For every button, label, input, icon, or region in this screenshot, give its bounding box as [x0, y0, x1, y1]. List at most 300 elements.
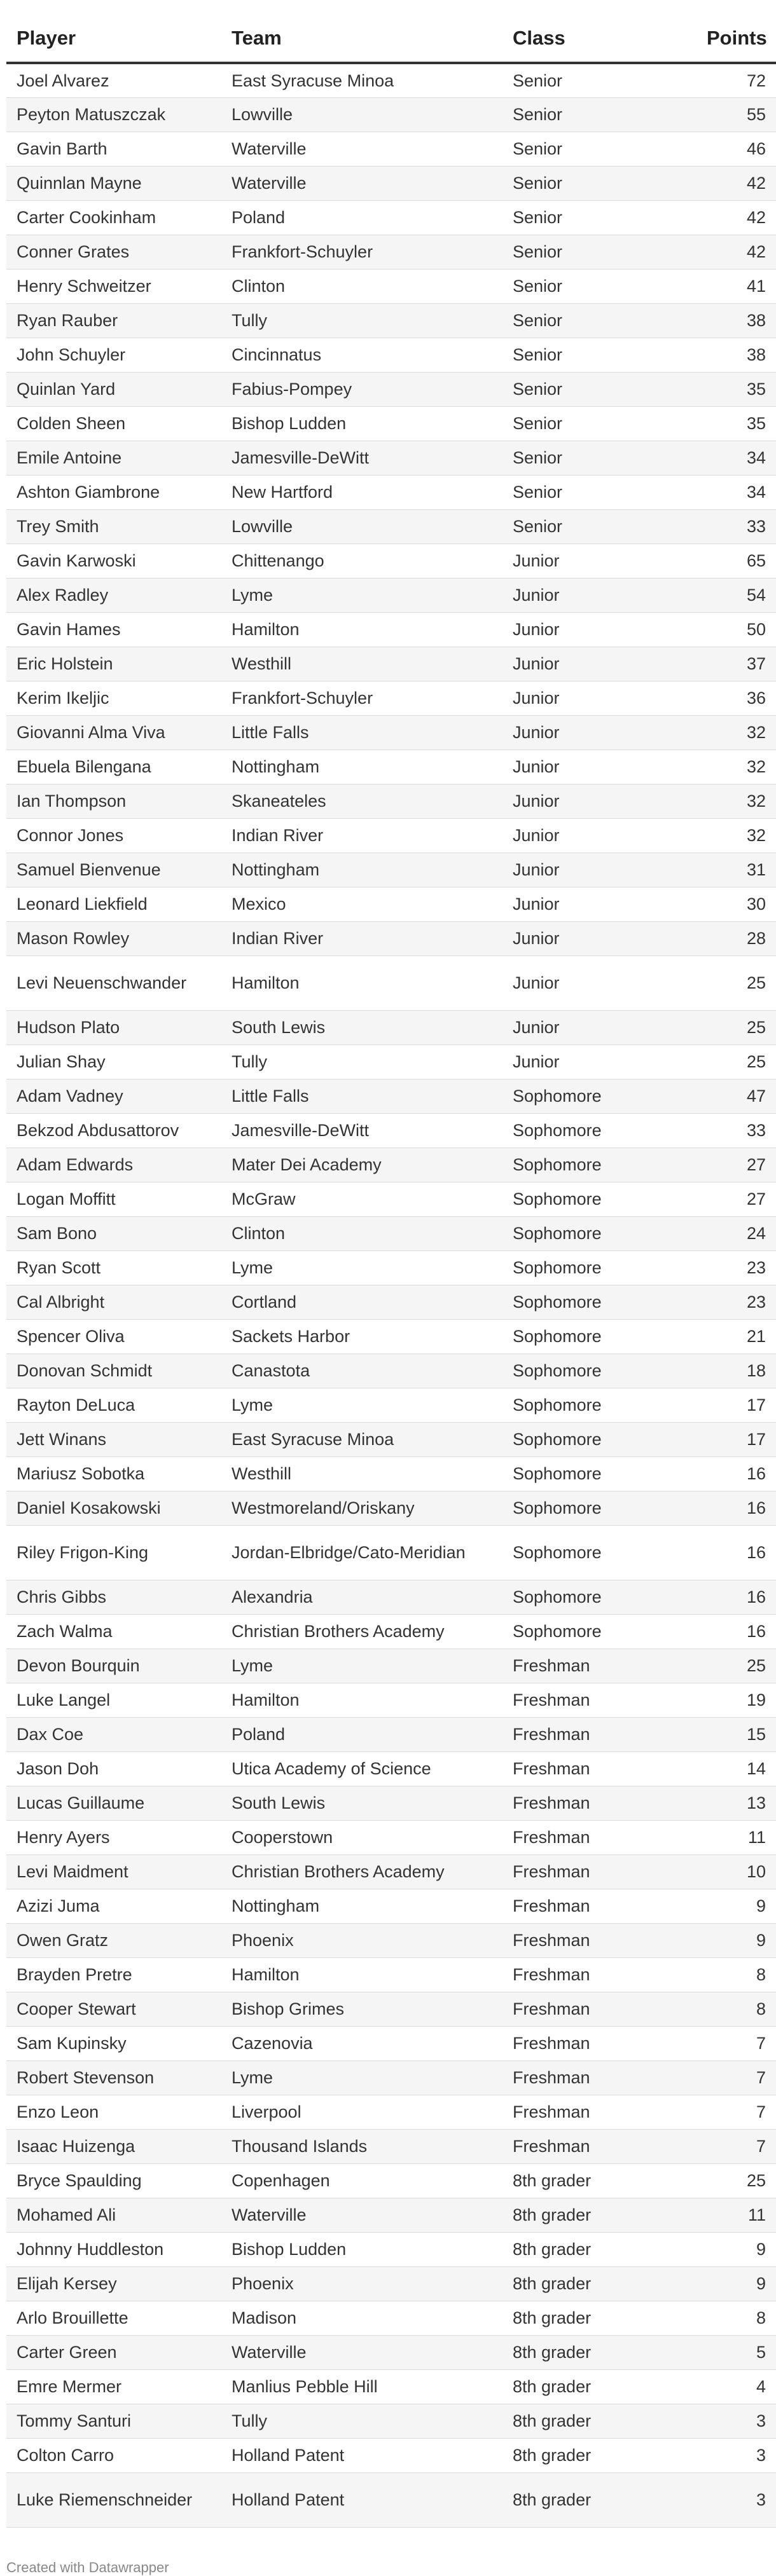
cell-team: Christian Brothers Academy [221, 1614, 502, 1648]
cell-class: Junior [502, 1045, 696, 1079]
table-row [6, 1491, 776, 1525]
cell-player: Brayden Pretre [6, 1957, 221, 1992]
cell-points: 35 [696, 406, 776, 441]
cell-player: Levi Neuenschwander [6, 956, 221, 1010]
table-row [6, 818, 776, 853]
cell-points: 5 [696, 2335, 776, 2369]
cell-player: Connor Jones [6, 818, 221, 853]
cell-player: Carter Cookinham [6, 200, 221, 235]
cell-team: Nottingham [221, 750, 502, 784]
table-row [6, 784, 776, 818]
table-body [6, 63, 776, 2527]
cell-class: Sophomore [502, 1148, 696, 1182]
table-row [6, 2026, 776, 2060]
cell-player: Johnny Huddleston [6, 2232, 221, 2266]
cell-points: 25 [696, 1045, 776, 1079]
cell-points: 16 [696, 1525, 776, 1580]
cell-player: Ryan Scott [6, 1250, 221, 1285]
cell-player: Spencer Oliva [6, 1319, 221, 1353]
cell-player: Giovanni Alma Viva [6, 715, 221, 750]
cell-player: Adam Vadney [6, 1079, 221, 1113]
table-row [6, 647, 776, 681]
cell-points: 13 [696, 1786, 776, 1820]
cell-class: Junior [502, 750, 696, 784]
cell-player: Quinlan Yard [6, 372, 221, 406]
cell-points: 65 [696, 544, 776, 578]
table-row [6, 1250, 776, 1285]
cell-points: 7 [696, 2060, 776, 2095]
table-header-row [6, 0, 776, 63]
cell-player: Leonard Liekfield [6, 887, 221, 921]
cell-points: 46 [696, 132, 776, 166]
cell-class: Senior [502, 200, 696, 235]
table-row [6, 2232, 776, 2266]
table-row [6, 544, 776, 578]
cell-player: Henry Schweitzer [6, 269, 221, 303]
cell-player: Mason Rowley [6, 921, 221, 956]
cell-points: 23 [696, 1250, 776, 1285]
cell-class: Freshman [502, 1751, 696, 1786]
cell-points: 50 [696, 612, 776, 647]
table-row [6, 200, 776, 235]
table-row [6, 132, 776, 166]
table-row [6, 2266, 776, 2301]
table-row [6, 681, 776, 715]
cell-team: Mater Dei Academy [221, 1148, 502, 1182]
header-points[interactable]: Points [696, 0, 776, 63]
cell-points: 37 [696, 647, 776, 681]
cell-team: Little Falls [221, 715, 502, 750]
cell-player: Colton Carro [6, 2438, 221, 2472]
cell-team: South Lewis [221, 1786, 502, 1820]
cell-player: Elijah Kersey [6, 2266, 221, 2301]
table-row [6, 1422, 776, 1456]
cell-class: Sophomore [502, 1182, 696, 1216]
header-class[interactable]: Class [502, 0, 696, 63]
table-row [6, 2163, 776, 2198]
cell-points: 18 [696, 1353, 776, 1388]
cell-class: Freshman [502, 1992, 696, 2026]
cell-points: 28 [696, 921, 776, 956]
cell-team: Cazenovia [221, 2026, 502, 2060]
cell-class: Junior [502, 612, 696, 647]
table-row [6, 2198, 776, 2232]
cell-points: 25 [696, 1010, 776, 1045]
cell-team: Lowville [221, 509, 502, 544]
cell-team: Hamilton [221, 1683, 502, 1717]
cell-player: Ashton Giambrone [6, 475, 221, 509]
cell-team: East Syracuse Minoa [221, 63, 502, 97]
cell-class: Senior [502, 269, 696, 303]
table-row [6, 2129, 776, 2163]
cell-class: Senior [502, 235, 696, 269]
cell-points: 41 [696, 269, 776, 303]
cell-player: Ryan Rauber [6, 303, 221, 338]
cell-player: Levi Maidment [6, 1854, 221, 1889]
table-row [6, 166, 776, 200]
cell-team: Canastota [221, 1353, 502, 1388]
cell-team: Phoenix [221, 1923, 502, 1957]
cell-points: 16 [696, 1614, 776, 1648]
table-row [6, 2438, 776, 2472]
cell-team: Cortland [221, 1285, 502, 1319]
cell-class: Freshman [502, 2060, 696, 2095]
cell-team: Little Falls [221, 1079, 502, 1113]
cell-team: Copenhagen [221, 2163, 502, 2198]
cell-team: Alexandria [221, 1580, 502, 1614]
cell-class: Freshman [502, 1889, 696, 1923]
cell-player: Hudson Plato [6, 1010, 221, 1045]
cell-points: 35 [696, 372, 776, 406]
cell-points: 17 [696, 1422, 776, 1456]
cell-team: Lyme [221, 1250, 502, 1285]
cell-points: 9 [696, 1923, 776, 1957]
cell-player: Julian Shay [6, 1045, 221, 1079]
cell-class: Sophomore [502, 1491, 696, 1525]
table-row [6, 303, 776, 338]
cell-team: Waterville [221, 2198, 502, 2232]
cell-class: 8th grader [502, 2369, 696, 2404]
cell-team: Lyme [221, 1648, 502, 1683]
cell-points: 36 [696, 681, 776, 715]
cell-player: Chris Gibbs [6, 1580, 221, 1614]
cell-points: 25 [696, 1648, 776, 1683]
cell-team: Jamesville-DeWitt [221, 441, 502, 475]
cell-team: Holland Patent [221, 2472, 502, 2527]
cell-class: Freshman [502, 2129, 696, 2163]
cell-player: Eric Holstein [6, 647, 221, 681]
table-row [6, 97, 776, 132]
cell-team: Nottingham [221, 853, 502, 887]
table-row [6, 1456, 776, 1491]
cell-points: 11 [696, 1820, 776, 1854]
cell-points: 3 [696, 2438, 776, 2472]
cell-team: Westmoreland/Oriskany [221, 1491, 502, 1525]
cell-player: Riley Frigon-King [6, 1525, 221, 1580]
cell-player: Isaac Huizenga [6, 2129, 221, 2163]
cell-player: Logan Moffitt [6, 1182, 221, 1216]
cell-team: Lowville [221, 97, 502, 132]
table-row [6, 63, 776, 97]
cell-team: Holland Patent [221, 2438, 502, 2472]
cell-player: Azizi Juma [6, 1889, 221, 1923]
cell-points: 30 [696, 887, 776, 921]
cell-team: Clinton [221, 1216, 502, 1250]
table-row [6, 2369, 776, 2404]
cell-class: 8th grader [502, 2404, 696, 2438]
cell-player: Cooper Stewart [6, 1992, 221, 2026]
table-row [6, 338, 776, 372]
cell-team: Cincinnatus [221, 338, 502, 372]
cell-player: John Schuyler [6, 338, 221, 372]
cell-class: Senior [502, 97, 696, 132]
cell-class: Junior [502, 715, 696, 750]
table-row [6, 1957, 776, 1992]
table-row [6, 853, 776, 887]
cell-team: Manlius Pebble Hill [221, 2369, 502, 2404]
cell-team: Frankfort-Schuyler [221, 681, 502, 715]
cell-team: Cooperstown [221, 1820, 502, 1854]
cell-points: 19 [696, 1683, 776, 1717]
cell-team: Phoenix [221, 2266, 502, 2301]
cell-points: 42 [696, 235, 776, 269]
table-row [6, 2095, 776, 2129]
cell-points: 32 [696, 784, 776, 818]
cell-class: Sophomore [502, 1079, 696, 1113]
cell-points: 9 [696, 1889, 776, 1923]
cell-team: Christian Brothers Academy [221, 1854, 502, 1889]
cell-points: 17 [696, 1388, 776, 1422]
cell-player: Bryce Spaulding [6, 2163, 221, 2198]
cell-points: 33 [696, 509, 776, 544]
cell-player: Samuel Bienvenue [6, 853, 221, 887]
table-row [6, 2404, 776, 2438]
cell-team: Hamilton [221, 956, 502, 1010]
cell-team: South Lewis [221, 1010, 502, 1045]
table-row [6, 1580, 776, 1614]
table-row [6, 1614, 776, 1648]
cell-class: Freshman [502, 1786, 696, 1820]
cell-points: 16 [696, 1456, 776, 1491]
cell-points: 31 [696, 853, 776, 887]
cell-player: Sam Kupinsky [6, 2026, 221, 2060]
cell-points: 7 [696, 2026, 776, 2060]
table-row [6, 1182, 776, 1216]
table-row [6, 1683, 776, 1717]
table-row [6, 509, 776, 544]
cell-player: Kerim Ikeljic [6, 681, 221, 715]
cell-points: 7 [696, 2129, 776, 2163]
cell-class: Sophomore [502, 1422, 696, 1456]
table-row [6, 1045, 776, 1079]
cell-player: Gavin Karwoski [6, 544, 221, 578]
cell-player: Conner Grates [6, 235, 221, 269]
cell-points: 8 [696, 1957, 776, 1992]
cell-player: Jett Winans [6, 1422, 221, 1456]
cell-player: Peyton Matuszczak [6, 97, 221, 132]
cell-team: Tully [221, 303, 502, 338]
cell-player: Sam Bono [6, 1216, 221, 1250]
cell-player: Daniel Kosakowski [6, 1491, 221, 1525]
cell-class: Junior [502, 784, 696, 818]
header-team[interactable]: Team [221, 0, 502, 63]
cell-points: 47 [696, 1079, 776, 1113]
cell-player: Lucas Guillaume [6, 1786, 221, 1820]
cell-player: Colden Sheen [6, 406, 221, 441]
cell-player: Trey Smith [6, 509, 221, 544]
cell-player: Dax Coe [6, 1717, 221, 1751]
cell-points: 23 [696, 1285, 776, 1319]
cell-points: 4 [696, 2369, 776, 2404]
cell-class: Sophomore [502, 1250, 696, 1285]
cell-player: Emile Antoine [6, 441, 221, 475]
cell-team: New Hartford [221, 475, 502, 509]
cell-class: 8th grader [502, 2163, 696, 2198]
cell-class: Senior [502, 475, 696, 509]
table-row [6, 1148, 776, 1182]
cell-player: Rayton DeLuca [6, 1388, 221, 1422]
cell-player: Emre Mermer [6, 2369, 221, 2404]
table-row [6, 2472, 776, 2527]
cell-class: Senior [502, 63, 696, 97]
cell-team: East Syracuse Minoa [221, 1422, 502, 1456]
cell-player: Joel Alvarez [6, 63, 221, 97]
cell-points: 8 [696, 2301, 776, 2335]
table-row [6, 441, 776, 475]
table-container [6, 0, 776, 2528]
cell-points: 34 [696, 441, 776, 475]
cell-player: Devon Bourquin [6, 1648, 221, 1683]
cell-team: Madison [221, 2301, 502, 2335]
cell-team: Poland [221, 1717, 502, 1751]
cell-player: Mohamed Ali [6, 2198, 221, 2232]
cell-class: Senior [502, 441, 696, 475]
cell-class: Sophomore [502, 1525, 696, 1580]
cell-team: Bishop Ludden [221, 2232, 502, 2266]
header-player[interactable]: Player [6, 0, 221, 63]
cell-team: Fabius-Pompey [221, 372, 502, 406]
cell-class: Junior [502, 921, 696, 956]
cell-points: 72 [696, 63, 776, 97]
cell-class: 8th grader [502, 2472, 696, 2527]
cell-class: Sophomore [502, 1614, 696, 1648]
cell-team: Lyme [221, 2060, 502, 2095]
cell-class: Freshman [502, 1923, 696, 1957]
table-row [6, 750, 776, 784]
cell-class: Freshman [502, 1648, 696, 1683]
cell-class: Junior [502, 578, 696, 612]
cell-points: 34 [696, 475, 776, 509]
cell-player: Carter Green [6, 2335, 221, 2369]
cell-team: Sackets Harbor [221, 1319, 502, 1353]
cell-team: Liverpool [221, 2095, 502, 2129]
table-row [6, 475, 776, 509]
cell-team: Thousand Islands [221, 2129, 502, 2163]
table-row [6, 1216, 776, 1250]
cell-points: 27 [696, 1182, 776, 1216]
cell-class: Sophomore [502, 1216, 696, 1250]
cell-class: Sophomore [502, 1388, 696, 1422]
cell-class: Junior [502, 647, 696, 681]
cell-points: 25 [696, 2163, 776, 2198]
table-row [6, 921, 776, 956]
cell-player: Cal Albright [6, 1285, 221, 1319]
cell-class: Junior [502, 1010, 696, 1045]
cell-team: Skaneateles [221, 784, 502, 818]
cell-class: Senior [502, 372, 696, 406]
cell-points: 27 [696, 1148, 776, 1182]
cell-player: Zach Walma [6, 1614, 221, 1648]
cell-points: 9 [696, 2266, 776, 2301]
table-row [6, 235, 776, 269]
cell-points: 9 [696, 2232, 776, 2266]
cell-class: Senior [502, 338, 696, 372]
cell-points: 7 [696, 2095, 776, 2129]
cell-team: Frankfort-Schuyler [221, 235, 502, 269]
cell-points: 11 [696, 2198, 776, 2232]
cell-class: Freshman [502, 1683, 696, 1717]
table-row [6, 1717, 776, 1751]
cell-player: Ebuela Bilengana [6, 750, 221, 784]
cell-points: 38 [696, 303, 776, 338]
cell-team: Tully [221, 2404, 502, 2438]
table-row [6, 1319, 776, 1353]
table-row [6, 1353, 776, 1388]
cell-team: Indian River [221, 818, 502, 853]
cell-team: Bishop Grimes [221, 1992, 502, 2026]
cell-player: Adam Edwards [6, 1148, 221, 1182]
table-row [6, 1889, 776, 1923]
cell-team: Utica Academy of Science [221, 1751, 502, 1786]
table-row [6, 406, 776, 441]
table-row [6, 578, 776, 612]
cell-points: 32 [696, 750, 776, 784]
cell-class: Freshman [502, 1820, 696, 1854]
cell-class: Senior [502, 132, 696, 166]
cell-player: Ian Thompson [6, 784, 221, 818]
table-row [6, 2301, 776, 2335]
cell-team: McGraw [221, 1182, 502, 1216]
cell-team: Westhill [221, 647, 502, 681]
cell-class: Freshman [502, 1717, 696, 1751]
cell-class: Sophomore [502, 1456, 696, 1491]
cell-class: 8th grader [502, 2301, 696, 2335]
cell-team: Nottingham [221, 1889, 502, 1923]
cell-class: Freshman [502, 2026, 696, 2060]
cell-points: 21 [696, 1319, 776, 1353]
cell-class: Sophomore [502, 1285, 696, 1319]
cell-class: Junior [502, 681, 696, 715]
cell-points: 3 [696, 2404, 776, 2438]
cell-points: 16 [696, 1491, 776, 1525]
cell-class: Freshman [502, 2095, 696, 2129]
cell-team: Chittenango [221, 544, 502, 578]
table-row [6, 612, 776, 647]
cell-team: Waterville [221, 2335, 502, 2369]
cell-player: Enzo Leon [6, 2095, 221, 2129]
cell-points: 54 [696, 578, 776, 612]
table-row [6, 269, 776, 303]
cell-class: Freshman [502, 1957, 696, 1992]
cell-points: 38 [696, 338, 776, 372]
table-row [6, 1786, 776, 1820]
cell-points: 32 [696, 715, 776, 750]
cell-player: Robert Stevenson [6, 2060, 221, 2095]
cell-team: Bishop Ludden [221, 406, 502, 441]
cell-team: Hamilton [221, 612, 502, 647]
cell-class: Junior [502, 544, 696, 578]
cell-player: Jason Doh [6, 1751, 221, 1786]
points-table [6, 0, 776, 2528]
table-row [6, 1751, 776, 1786]
table-row [6, 1285, 776, 1319]
table-row [6, 1648, 776, 1683]
cell-player: Luke Riemenschneider [6, 2472, 221, 2527]
cell-player: Tommy Santuri [6, 2404, 221, 2438]
cell-points: 24 [696, 1216, 776, 1250]
cell-class: 8th grader [502, 2198, 696, 2232]
cell-class: Sophomore [502, 1353, 696, 1388]
cell-class: Junior [502, 818, 696, 853]
cell-points: 32 [696, 818, 776, 853]
cell-class: Junior [502, 853, 696, 887]
cell-class: Sophomore [502, 1113, 696, 1148]
cell-player: Alex Radley [6, 578, 221, 612]
cell-team: Lyme [221, 578, 502, 612]
cell-player: Bekzod Abdusattorov [6, 1113, 221, 1148]
cell-class: Sophomore [502, 1580, 696, 1614]
cell-team: Poland [221, 200, 502, 235]
